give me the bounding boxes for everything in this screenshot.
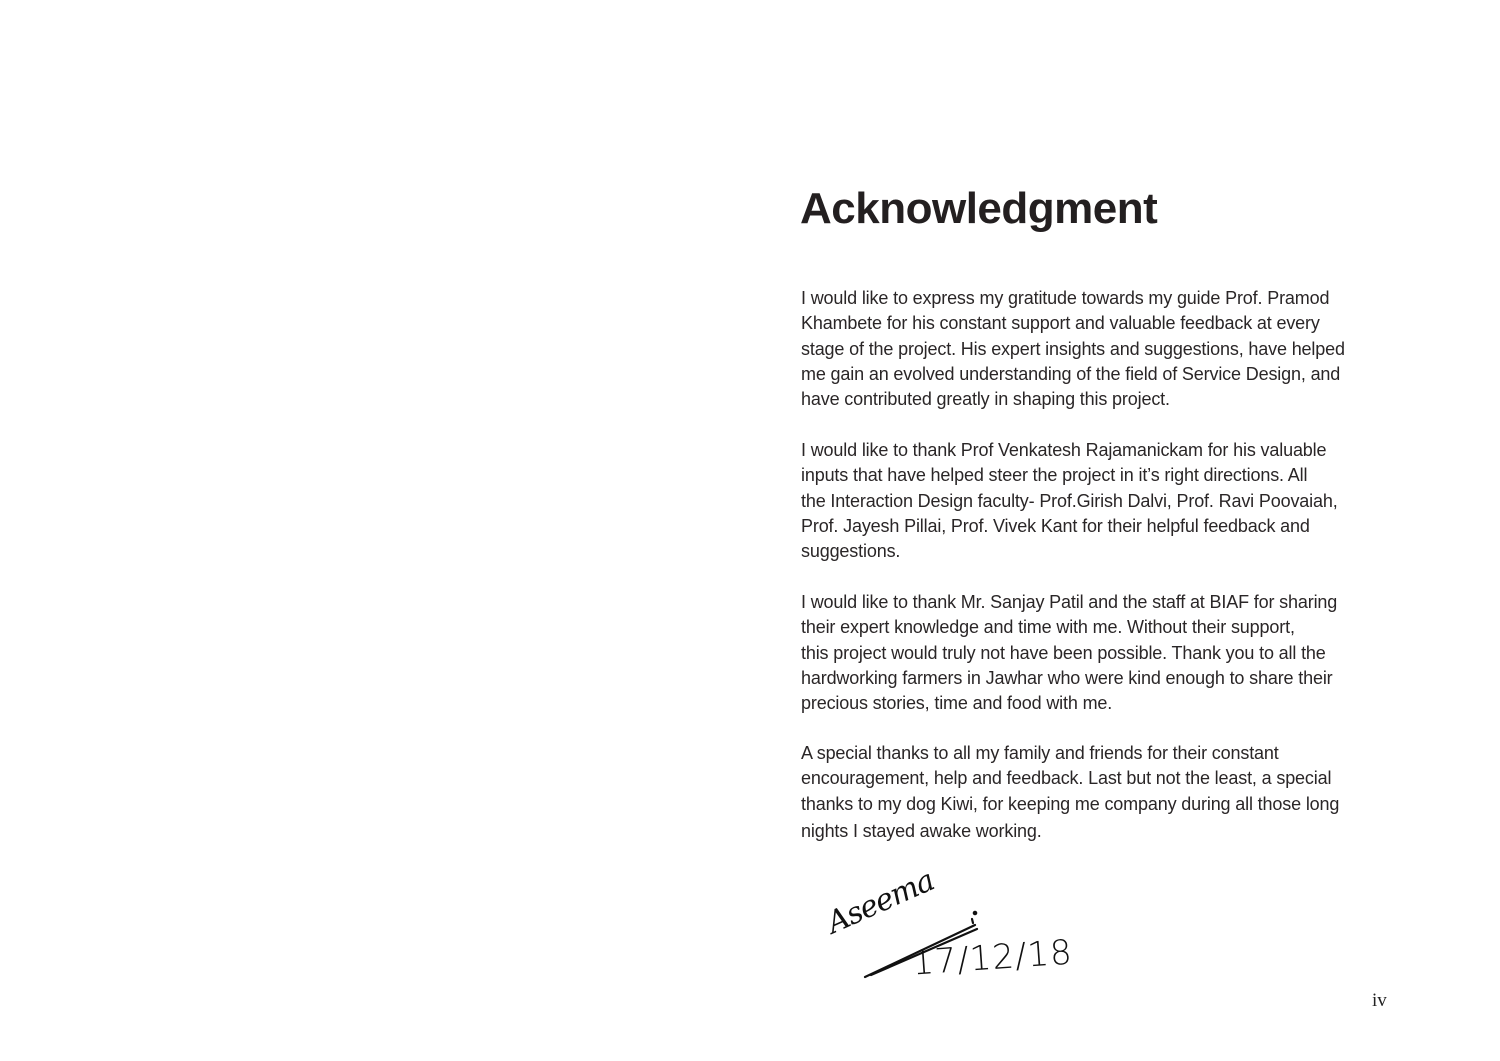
text-line: nights I stayed awake working.	[801, 820, 1042, 841]
paragraph-faculty	[801, 438, 1338, 564]
text-line: Prof. Jayesh Pillai, Prof. Vivek Kant for their helpful feedback and	[801, 515, 1310, 536]
text-line: Khambete for his constant support and valuable feedback at every	[801, 313, 1320, 334]
text-line: A special thanks to all my family and friends for their constant	[801, 743, 1279, 763]
text-line: me gain an evolved understanding of the field of Service Design, and	[801, 363, 1341, 384]
paragraph-guide	[801, 286, 1345, 412]
text-line: stage of the project. His expert insights and suggestions, have helped	[801, 338, 1345, 359]
text-line: I would like to thank Prof Venkatesh Rajamanickam for his valuable	[801, 440, 1327, 460]
text-line: this project would truly not have been possible. Thank you to all the	[801, 642, 1326, 663]
page-title: Acknowledgment	[800, 184, 1158, 233]
text-line: thanks to my dog Kiwi, for keeping me company during all those long	[801, 793, 1340, 814]
text-line: encouragement, help and feedback. Last but not the least, a special	[801, 768, 1332, 789]
text-line: hardworking farmers in Jawhar who were kind enough to share their	[801, 667, 1333, 688]
text-line: the Interaction Design faculty- Prof.Girish Dalvi, Prof. Ravi Poovaiah,	[801, 490, 1338, 511]
text-line: precious stories, time and food with me.	[801, 693, 1113, 714]
text-line: I would like to express my gratitude towards my guide Prof. Pramod	[801, 288, 1330, 308]
paragraph-family	[801, 741, 1339, 844]
signature-date: 17/12/18	[910, 932, 1074, 984]
text-line: inputs that have helped steer the project in it’s right directions. All	[801, 465, 1308, 486]
text-line: their expert knowledge and time with me. Without their support,	[801, 617, 1295, 638]
text-line: suggestions.	[801, 541, 901, 562]
signature-name: Aseema	[821, 863, 940, 941]
page-number: iv	[1372, 990, 1387, 1011]
text-line: have contributed greatly in shaping this project.	[801, 389, 1170, 410]
paragraph-biaf	[801, 590, 1337, 716]
text-line: I would like to thank Mr. Sanjay Patil and the staff at BIAF for sharing	[801, 592, 1338, 612]
